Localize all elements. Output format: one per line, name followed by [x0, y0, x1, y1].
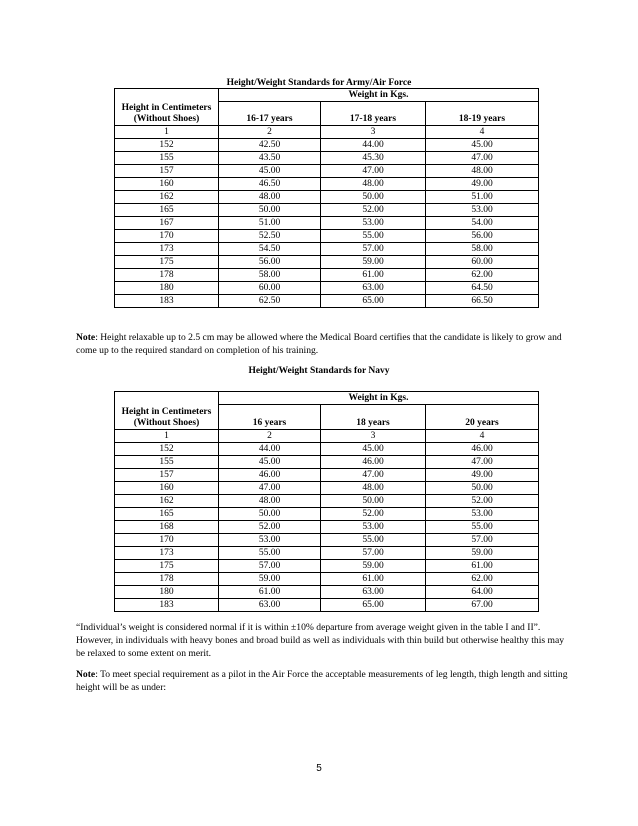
table1-body: [115, 139, 539, 308]
age-header: 18-19 years: [426, 102, 539, 126]
table2-caption: Height/Weight Standards for Navy: [248, 366, 390, 376]
table-row: [115, 165, 539, 178]
column-number: 1: [115, 430, 219, 443]
table-row: [115, 204, 539, 217]
weight-cell: 60.00: [219, 282, 321, 295]
weight-cell: 52.50: [219, 230, 321, 243]
weight-cell: 55.00: [321, 230, 426, 243]
table-row: [115, 560, 539, 573]
weight-cell: 46.00: [426, 443, 539, 456]
weight-cell: 48.00: [426, 165, 539, 178]
weight-cell: 50.00: [219, 204, 321, 217]
height-cell: 155: [115, 152, 219, 165]
weight-cell: 49.00: [426, 178, 539, 191]
column-number: 4: [426, 126, 539, 139]
age-header: 16 years: [219, 405, 321, 430]
weight-cell: 53.00: [219, 534, 321, 547]
weight-cell: 46.00: [321, 456, 426, 469]
weight-cell: 61.00: [426, 560, 539, 573]
height-cell: 155: [115, 456, 219, 469]
weight-cell: 57.00: [321, 243, 426, 256]
weight-cell: 50.00: [426, 482, 539, 495]
height-cell: 170: [115, 534, 219, 547]
weight-cell: 46.00: [219, 469, 321, 482]
weight-cell: 47.00: [219, 482, 321, 495]
weight-cell: 64.00: [426, 586, 539, 599]
note-label: Note: [76, 332, 96, 343]
weight-cell: 59.00: [321, 256, 426, 269]
table-row: [115, 152, 539, 165]
weight-cell: 65.00: [321, 295, 426, 308]
weight-cell: 49.00: [426, 469, 539, 482]
weight-cell: 45.00: [219, 456, 321, 469]
height-column-header: Height in Centimeters (Without Shoes): [115, 89, 219, 126]
weight-cell: 48.00: [321, 178, 426, 191]
weight-cell: 61.00: [219, 586, 321, 599]
weight-cell: 52.00: [426, 495, 539, 508]
column-number-row: [115, 126, 539, 139]
height-cell: 175: [115, 256, 219, 269]
table-row: [115, 178, 539, 191]
weight-cell: 47.00: [426, 456, 539, 469]
table-row: [115, 256, 539, 269]
weight-cell: 57.00: [219, 560, 321, 573]
weight-cell: 42.50: [219, 139, 321, 152]
note-text: : Height relaxable up to 2.5 cm may be allowed where the Medical Board certifies that the candidate is likely to grow and come up to the required standard on completion of his training.: [76, 332, 562, 356]
column-number: 1: [115, 126, 219, 139]
column-number: 4: [426, 430, 539, 443]
table-row: [115, 508, 539, 521]
weight-cell: 63.00: [321, 586, 426, 599]
weight-cell: 53.00: [321, 217, 426, 230]
column-number: 2: [219, 126, 321, 139]
weight-cell: 52.00: [219, 521, 321, 534]
weight-column-header: Weight in Kgs.: [219, 89, 539, 102]
height-cell: 170: [115, 230, 219, 243]
page-number: 5: [316, 763, 322, 774]
column-number: 3: [321, 430, 426, 443]
height-cell: 173: [115, 547, 219, 560]
table-row: [115, 534, 539, 547]
weight-cell: 46.50: [219, 178, 321, 191]
navy-table: [114, 391, 539, 612]
weight-cell: 62.00: [426, 573, 539, 586]
height-cell: 183: [115, 599, 219, 612]
weight-cell: 61.00: [321, 573, 426, 586]
army-airforce-table: [114, 88, 539, 308]
table1-caption: Height/Weight Standards for Army/Air Force: [226, 78, 412, 88]
height-cell: 162: [115, 191, 219, 204]
weight-cell: 55.00: [321, 534, 426, 547]
height-cell: 173: [115, 243, 219, 256]
age-header: 20 years: [426, 405, 539, 430]
weight-column-header: Weight in Kgs.: [219, 392, 539, 405]
table-row: [115, 243, 539, 256]
height-cell: 162: [115, 495, 219, 508]
weight-cell: 53.00: [321, 521, 426, 534]
table2-body: [115, 443, 539, 612]
height-cell: 178: [115, 269, 219, 282]
weight-cell: 50.00: [321, 191, 426, 204]
weight-cell: 63.00: [219, 599, 321, 612]
weight-cell: 52.00: [321, 508, 426, 521]
table-row: [115, 573, 539, 586]
weight-cell: 53.00: [426, 204, 539, 217]
weight-cell: 63.00: [321, 282, 426, 295]
weight-cell: 53.00: [426, 508, 539, 521]
height-cell: 157: [115, 469, 219, 482]
weight-cell: 45.00: [219, 165, 321, 178]
weight-cell: 50.00: [219, 508, 321, 521]
age-header: 17-18 years: [321, 102, 426, 126]
weight-cell: 45.00: [321, 443, 426, 456]
column-number: 3: [321, 126, 426, 139]
weight-cell: 56.00: [426, 230, 539, 243]
weight-cell: 59.00: [219, 573, 321, 586]
height-cell: 160: [115, 482, 219, 495]
weight-cell: 47.00: [321, 469, 426, 482]
note-pilot-requirement: [76, 668, 568, 694]
weight-cell: 55.00: [219, 547, 321, 560]
weight-cell: 51.00: [219, 217, 321, 230]
height-cell: 152: [115, 443, 219, 456]
weight-cell: 62.50: [219, 295, 321, 308]
height-cell: 157: [115, 165, 219, 178]
table-row: [115, 443, 539, 456]
height-column-header: Height in Centimeters (Without Shoes): [115, 392, 219, 430]
table-row: [115, 139, 539, 152]
note-text: : To meet special requirement as a pilot in the Air Force the acceptable measurements of leg length, thigh length and sitting height will be as under:: [76, 669, 568, 693]
age-header: 16-17 years: [219, 102, 321, 126]
height-cell: 167: [115, 217, 219, 230]
weight-normal-paragraph: “Individual’s weight is considered normal if it is within ±10% departure from average weight given in the table I and II”. However, in individuals with heavy bones and broad build as well as individuals with thin build but otherwise healthy this may be relaxed to some extent on merit.: [76, 622, 565, 659]
weight-cell: 59.00: [321, 560, 426, 573]
height-cell: 152: [115, 139, 219, 152]
weight-cell: 47.00: [426, 152, 539, 165]
table-row: [115, 456, 539, 469]
height-cell: 183: [115, 295, 219, 308]
height-cell: 175: [115, 560, 219, 573]
weight-cell: 44.00: [321, 139, 426, 152]
table-row: [115, 599, 539, 612]
weight-cell: 45.30: [321, 152, 426, 165]
weight-cell: 64.50: [426, 282, 539, 295]
column-number-row: [115, 430, 539, 443]
height-cell: 160: [115, 178, 219, 191]
table-row: [115, 230, 539, 243]
age-header: 18 years: [321, 405, 426, 430]
weight-cell: 55.00: [426, 521, 539, 534]
height-cell: 165: [115, 508, 219, 521]
weight-cell: 61.00: [321, 269, 426, 282]
weight-cell: 65.00: [321, 599, 426, 612]
column-number: 2: [219, 430, 321, 443]
weight-cell: 44.00: [219, 443, 321, 456]
weight-cell: 60.00: [426, 256, 539, 269]
weight-cell: 66.50: [426, 295, 539, 308]
weight-cell: 58.00: [426, 243, 539, 256]
table-row: [115, 217, 539, 230]
weight-cell: 57.00: [321, 547, 426, 560]
height-cell: 165: [115, 204, 219, 217]
weight-cell: 57.00: [426, 534, 539, 547]
height-cell: 180: [115, 586, 219, 599]
weight-cell: 48.00: [321, 482, 426, 495]
weight-cell: 47.00: [321, 165, 426, 178]
weight-cell: 51.00: [426, 191, 539, 204]
height-cell: 180: [115, 282, 219, 295]
table-row: [115, 282, 539, 295]
weight-cell: 48.00: [219, 191, 321, 204]
table-row: [115, 547, 539, 560]
weight-cell: 59.00: [426, 547, 539, 560]
table-row: [115, 586, 539, 599]
weight-cell: 54.00: [426, 217, 539, 230]
weight-cell: 45.00: [426, 139, 539, 152]
weight-cell: 56.00: [219, 256, 321, 269]
weight-cell: 52.00: [321, 204, 426, 217]
height-cell: 178: [115, 573, 219, 586]
weight-cell: 62.00: [426, 269, 539, 282]
table-row: [115, 482, 539, 495]
weight-cell: 43.50: [219, 152, 321, 165]
table-row: [115, 295, 539, 308]
note-label: Note: [76, 669, 96, 680]
note-height-relaxation: [76, 331, 568, 357]
weight-cell: 48.00: [219, 495, 321, 508]
table-row: [115, 469, 539, 482]
table-row: [115, 191, 539, 204]
table-row: [115, 269, 539, 282]
weight-cell: 54.50: [219, 243, 321, 256]
weight-cell: 58.00: [219, 269, 321, 282]
weight-cell: 50.00: [321, 495, 426, 508]
weight-cell: 67.00: [426, 599, 539, 612]
height-cell: 168: [115, 521, 219, 534]
table-row: [115, 495, 539, 508]
table-row: [115, 521, 539, 534]
